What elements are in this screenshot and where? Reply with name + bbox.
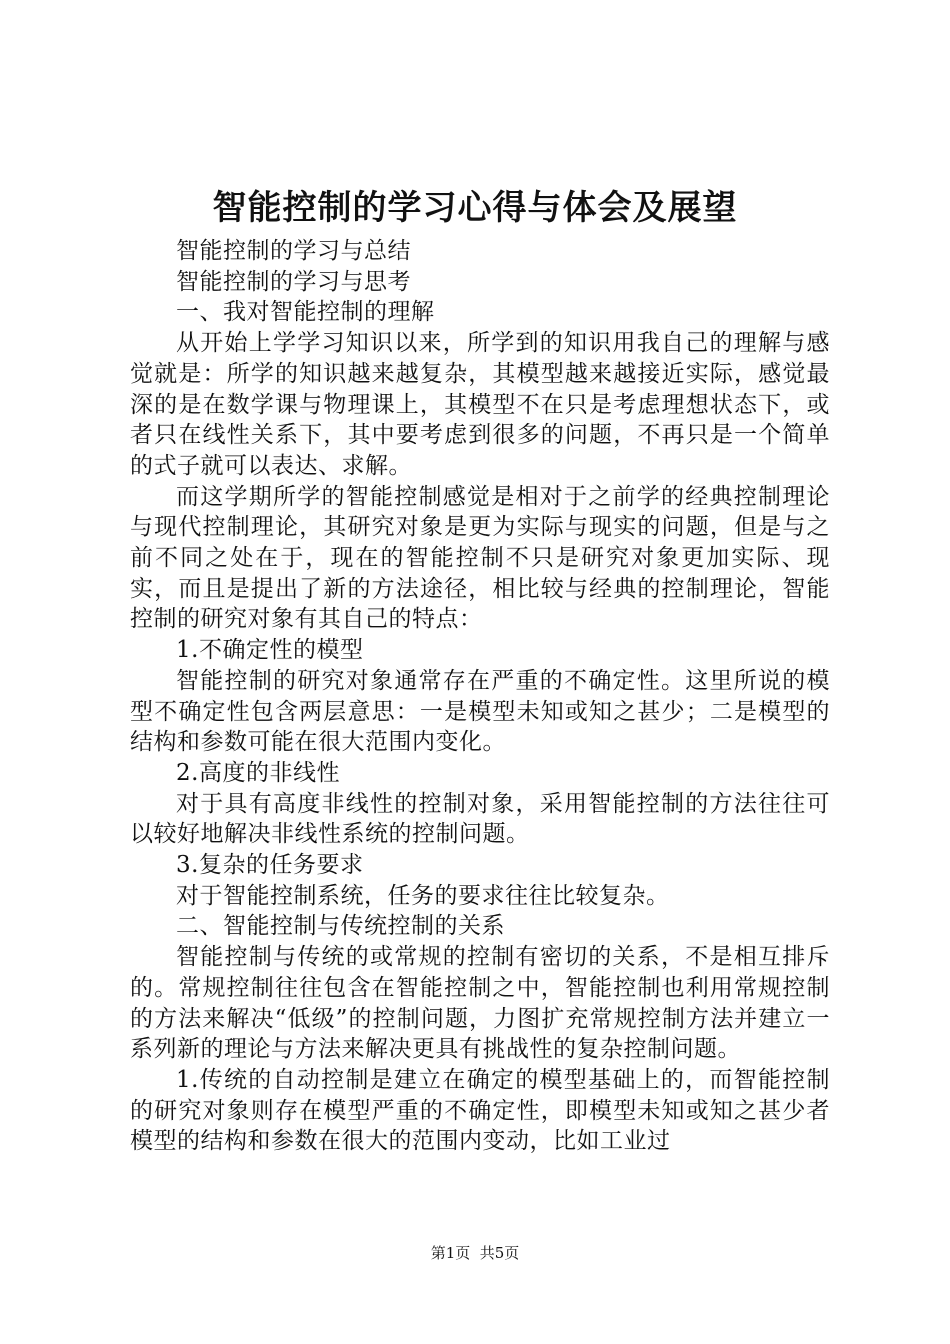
body-paragraph: 1.传统的自动控制是建立在确定的模型基础上的，而智能控制的研究对象则存在模型严重的不确定性，即模型未知或知之甚少者模型的结构和参数在很大的范围内变动，比如工业过 bbox=[130, 1066, 830, 1155]
body-paragraph: 从开始上学学习知识以来，所学到的知识用我自己的理解与感觉就是：所学的知识越来越复杂，其模型越来越接近实际，感觉最深的是在数学课与物理课上，其模型不在只是考虑理想状态下，或者只在线性关系下，其中要考虑到很多的问题，不再只是一个简单的式子就可以表达、求解。 bbox=[130, 330, 830, 479]
section-heading: 2.高度的非线性 bbox=[176, 759, 340, 786]
document-body bbox=[130, 236, 830, 1157]
body-paragraph: 智能控制的研究对象通常存在严重的不确定性。这里所说的模型不确定性包含两层意思：一是模型未知或知之甚少；二是模型的结构和参数可能在很大范围内变化。 bbox=[130, 667, 830, 756]
section-heading: 一、我对智能控制的理解 bbox=[176, 299, 435, 326]
document-title: 智能控制的学习心得与体会及展望 bbox=[212, 188, 738, 228]
section-heading: 3.复杂的任务要求 bbox=[176, 852, 364, 879]
section-heading: 智能控制的学习与总结 bbox=[176, 238, 411, 264]
section-heading: 智能控制的学习与思考 bbox=[176, 268, 411, 295]
body-paragraph: 而这学期所学的智能控制感觉是相对于之前学的经典控制理论与现代控制理论，其研究对象是更为实际与现实的问题，但是与之前不同之处在于，现在的智能控制不只是研究对象更加实际、现实，而且是提出了新的方法途径，相比较与经典的控制理论，智能控制的研究对象有其自己的特点： bbox=[130, 483, 830, 633]
body-paragraph: 对于具有高度非线性的控制对象，采用智能控制的方法往往可以较好地解决非线性系统的控制问题。 bbox=[130, 790, 830, 848]
body-paragraph: 智能控制与传统的或常规的控制有密切的关系，不是相互排斥的。常规控制往往包含在智能控制之中，智能控制也利用常规控制的方法来解决“低级”的控制问题，力图扩充常规控制方法并建立一系列新的理论与方法来解决更具有挑战性的复杂控制问题。 bbox=[130, 944, 830, 1063]
page-number-label: 第1页 共5页 bbox=[430, 1244, 520, 1262]
page-footer bbox=[0, 1243, 950, 1263]
section-heading: 1.不确定性的模型 bbox=[176, 637, 364, 664]
body-paragraph: 对于智能控制系统，任务的要求往往比较复杂。 bbox=[176, 882, 670, 909]
section-heading: 二、智能控制与传统控制的关系 bbox=[176, 913, 505, 940]
